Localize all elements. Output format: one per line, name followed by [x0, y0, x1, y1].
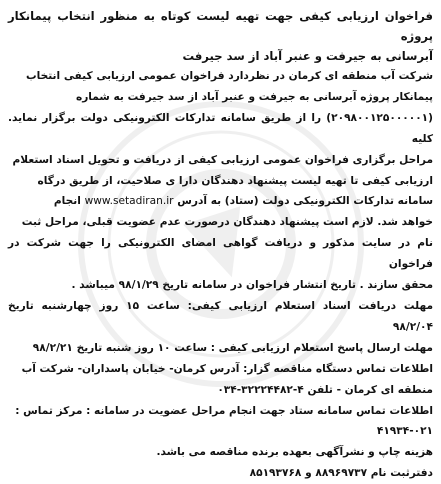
notice-body-line: ارزیابی کیفی تا تهیه لیست پیشنهاد دهندگان دارا ی صلاحیت، از طریق درگاه	[37, 174, 433, 187]
registration-office-line: دفترثبت نام ۸۸۹۶۹۷۳۷ و ۸۵۱۹۳۷۶۸	[249, 467, 433, 480]
notice-body-line-with-url	[8, 191, 433, 212]
document-deadline-line: مهلت دریافت اسناد استعلام ارزیابی کیفی: ساعت ۱۵ روز چهارشنبه تاریخ ۹۸/۲/۰۴	[8, 299, 434, 333]
setad-text-after: انجام	[53, 195, 81, 208]
setad-contact-line: اطلاعات تماس سامانه ستاد جهت انجام مراحل عضویت در سامانه : مرکز تماس :	[15, 404, 433, 417]
notice-body-line: نام در سایت مذکور و دریافت گواهی امضای الکترونیکی را جهت شرکت در فراخوان	[8, 237, 433, 271]
notice-body-line: (۲۰۹۸۰۰۱۲۵۰۰۰۰۰۱) را از طریق سامانه تدارکات الکترونیکی دولت برگزار نماید. کلیه	[8, 111, 433, 145]
tender-notice	[8, 6, 434, 480]
notice-body-line: محقق سازند . تاریخ انتشار فراخوان در سامانه تاریخ ۹۸/۱/۲۹ میباشد .	[71, 279, 433, 292]
response-deadline-line: مهلت ارسال پاسخ استعلام ارزیابی کیفی : ساعت ۱۰ روز شنبه تاریخ ۹۸/۲/۲۱	[32, 341, 433, 354]
notice-body-line: شرکت آب منطقه ای کرمان در نظردارد فراخوان عمومی ارزیابی کیفی انتخاب	[25, 70, 433, 82]
setad-text-before: سامانه تدارکات الکترونیکی دولت (ستاد) به آدرس	[177, 195, 433, 208]
contact-phone-line: منطقه ای کرمان - تلفن ۴-۳۲۲۲۴۴۸۲-۰۳۴	[217, 383, 433, 396]
notice-title-line: آبرسانی به جیرفت و عنبر آباد از سد جیرفت	[182, 49, 433, 63]
notice-body-line: مراحل برگزاری فراخوان عمومی ارزیابی کیفی از دریافت و تحویل اسناد استعلام	[12, 153, 433, 166]
publication-cost-line: هزینه چاپ و نشرآگهی بعهده برنده مناقصه می باشد.	[156, 446, 433, 459]
notice-title-line: فراخوان ارزیابی کیفی جهت تهیه لیست کوتاه به منظور انتخاب پیمانکار پروژه	[8, 9, 433, 43]
notice-body-line: پیمانکار پروژه آبرسانی به جیرفت و عنبر آباد از سد جیرفت به شماره	[75, 90, 433, 103]
contact-address-line: اطلاعات تماس دستگاه مناقصه گزار: آدرس کرمان- خیابان پاسداران- شرکت آب	[21, 362, 433, 375]
setad-phone-line: ۴۱۹۳۴-۰۲۱	[376, 425, 433, 438]
setad-website-link[interactable]: www.setadiran.ir	[84, 195, 174, 208]
notice-body-line: خواهد شد. لازم است پیشنهاد دهندگان درصورت عدم عضویت قبلی، مراحل ثبت	[21, 216, 433, 229]
